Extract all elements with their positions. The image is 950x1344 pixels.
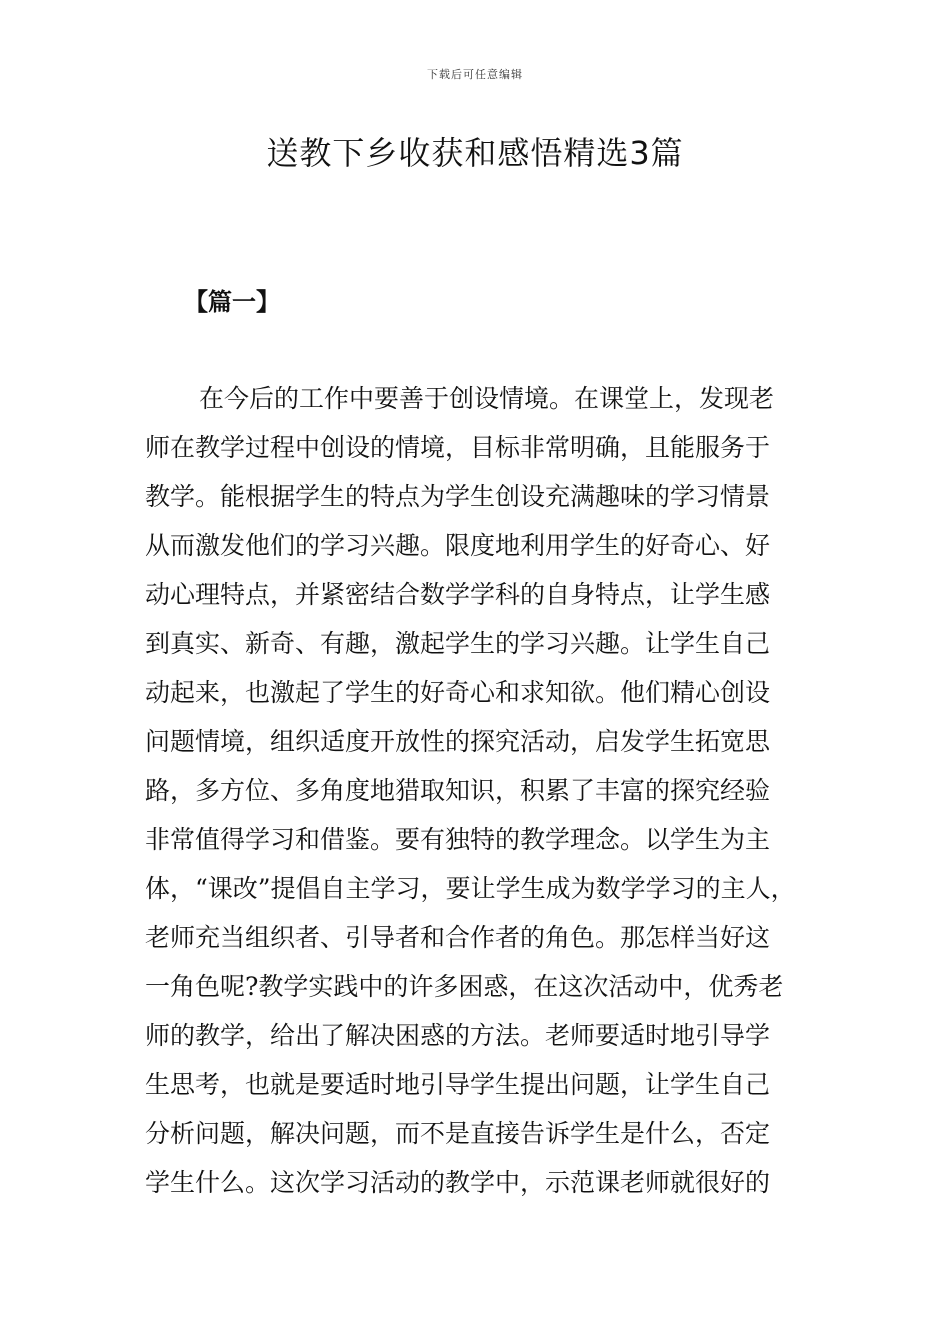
- section-heading: 【篇一】: [184, 288, 280, 316]
- paragraph-line: 问题情境，组织适度开放性的探究活动，启发学生拓宽思: [145, 727, 771, 756]
- paragraph-line: 老师充当组织者、引导者和合作者的角色。那怎样当好这: [145, 923, 771, 952]
- paragraph-line: 教学。能根据学生的特点为学生创设充满趣味的学习情景: [145, 482, 771, 511]
- header-note: 下载后可任意编辑: [427, 68, 523, 81]
- paragraph-line: 分析问题，解决问题，而不是直接告诉学生是什么，否定: [145, 1119, 771, 1148]
- paragraph-line: 动心理特点，并紧密结合数学学科的自身特点，让学生感: [145, 580, 771, 609]
- paragraph-line: 一角色呢?教学实践中的许多困惑，在这次活动中，优秀老: [145, 972, 784, 1001]
- paragraph-line: 动起来，也激起了学生的好奇心和求知欲。他们精心创设: [145, 678, 771, 707]
- paragraph-line: 学生什么。这次学习活动的教学中，示范课老师就很好的: [145, 1168, 771, 1197]
- paragraph-line: 非常值得学习和借鉴。要有独特的教学理念。以学生为主: [145, 825, 771, 854]
- paragraph-line: 师的教学，给出了解决困惑的方法。老师要适时地引导学: [145, 1021, 771, 1050]
- paragraph-line: 在今后的工作中要善于创设情境。在课堂上，发现老: [199, 384, 775, 413]
- section-body: [145, 374, 810, 1207]
- paragraph-line: 到真实、新奇、有趣，激起学生的学习兴趣。让学生自己: [145, 629, 771, 658]
- paragraph-line: 路，多方位、多角度地猎取知识，积累了丰富的探究经验: [145, 776, 771, 805]
- paragraph-line: 生思考，也就是要适时地引导学生提出问题，让学生自己: [145, 1070, 771, 1099]
- document-title: 送教下乡收获和感悟精选3篇: [266, 134, 684, 172]
- paragraph-line: 从而激发他们的学习兴趣。限度地利用学生的好奇心、好: [145, 531, 771, 560]
- paragraph-line: 师在教学过程中创设的情境，目标非常明确，且能服务于: [145, 433, 771, 462]
- paragraph-line: 体，“课改”提倡自主学习，要让学生成为数学学习的主人，: [145, 874, 796, 903]
